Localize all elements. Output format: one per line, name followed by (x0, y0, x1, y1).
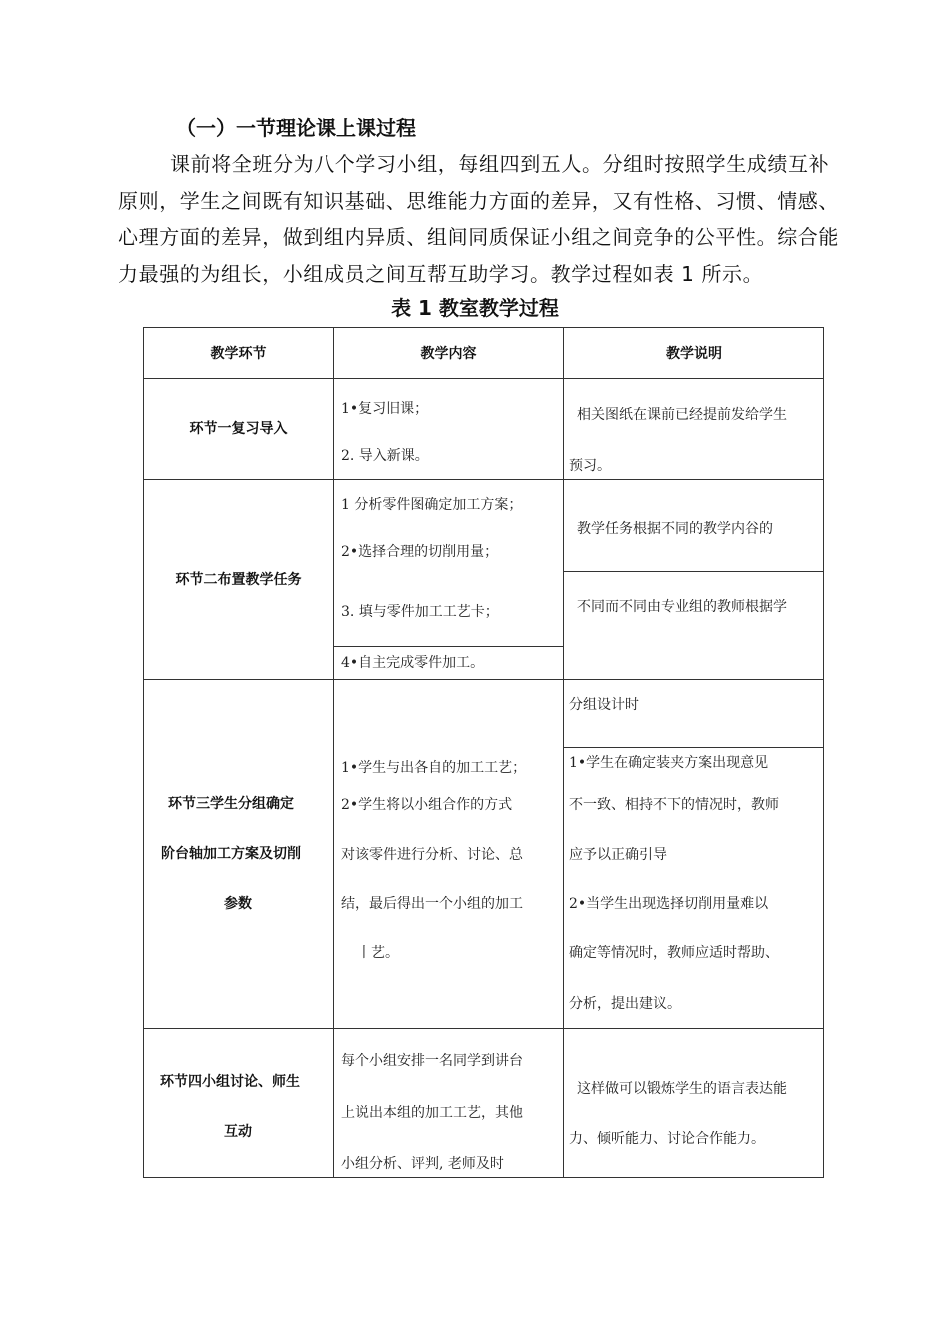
notes-line: 这样做可以锻炼学生的语言表达能 (577, 1081, 787, 1097)
content-line: 1 分析零件图确定加工方案； (341, 497, 523, 513)
notes-line: 2•当学生出现选择切削用量难以 (569, 896, 769, 912)
stage-cell: 环节二布置教学任务 (175, 571, 302, 588)
row-divider (144, 1028, 823, 1029)
row-divider (563, 571, 823, 572)
body-paragraph: 课前将全班分为八个学习小组，每组四到五人。分组时按照学生成绩互补原则，学生之间既有知识基础、思维能力方面的差异，又有性格、习惯、情感、心理方面的差异，做到组内异质、组间同质保证小组之间竞争的公平性。综合能力最强的为组长，小组成员之间互帮互助学习。教学过程如表 1 所示。 (118, 152, 839, 286)
content-line: 小组分析、评判, 老师及时 (341, 1156, 504, 1172)
content-line: 对该零件进行分析、讨论、总 (341, 847, 523, 863)
content-line: 每个小组安排一名同学到讲台 (341, 1053, 523, 1069)
notes-line: 分析，提出建议。 (569, 996, 681, 1012)
notes-line: 教学任务根据不同的教学内谷的 (577, 521, 773, 537)
stage-line: 互动 (224, 1124, 252, 1140)
teaching-process-table (143, 327, 824, 1178)
content-line: 2•学生将以小组合作的方式 (341, 797, 513, 813)
notes-line: 力、倾听能力、讨论合作能力。 (569, 1131, 765, 1147)
stage-cell: 环节一复习导入 (189, 421, 288, 437)
stage-line: 阶台轴加工方案及切削 (161, 846, 301, 862)
content-line: 2•选择合理的切削用量； (341, 544, 499, 560)
content-line: 1•学生与出各自的加工工艺； (341, 760, 527, 776)
content-line: 1•复习旧课； (341, 401, 429, 417)
header-stage: 教学环节 (210, 346, 267, 362)
header-content: 教学内容 (420, 346, 477, 362)
content-line: 3. 填与零件加工工艺卡； (341, 604, 499, 620)
column-divider (563, 328, 564, 1177)
notes-line: 1•学生在确定装夹方案出现意见 (569, 755, 769, 771)
stage-line: 环节四小组讨论、师生 (160, 1074, 300, 1090)
content-line: 2. 导入新课。 (341, 448, 429, 464)
row-divider (333, 646, 563, 647)
header-notes: 教学说明 (666, 346, 722, 362)
notes-line: 不同而不同由专业组的教师根据学 (577, 599, 787, 615)
table-caption: 表 1 教室教学过程 (391, 296, 559, 320)
content-line: 结，最后得出一个小组的加工 (341, 896, 523, 912)
column-divider (333, 328, 334, 1177)
stage-line: 环节三学生分组确定 (168, 796, 294, 812)
section-heading: （一）一节理论课上课过程 (176, 116, 416, 140)
stage-line: 参数 (224, 896, 252, 912)
notes-line: 相关图纸在课前已经提前发给学生 (577, 407, 787, 423)
content-line: 丨艺。 (357, 945, 399, 961)
notes-line: 应予以正确引导 (569, 847, 667, 863)
notes-line: 确定等情况时，教师应适时帮助、 (569, 945, 779, 961)
content-line: 上说出本组的加工工艺，其他 (341, 1105, 523, 1121)
notes-line: 分组设计时 (569, 697, 639, 713)
row-divider (563, 747, 823, 748)
content-line: 4•自主完成零件加工。 (341, 655, 485, 671)
notes-line: 不一致、相持不下的情况时，教师 (569, 797, 779, 813)
notes-line: 预习。 (569, 458, 611, 474)
